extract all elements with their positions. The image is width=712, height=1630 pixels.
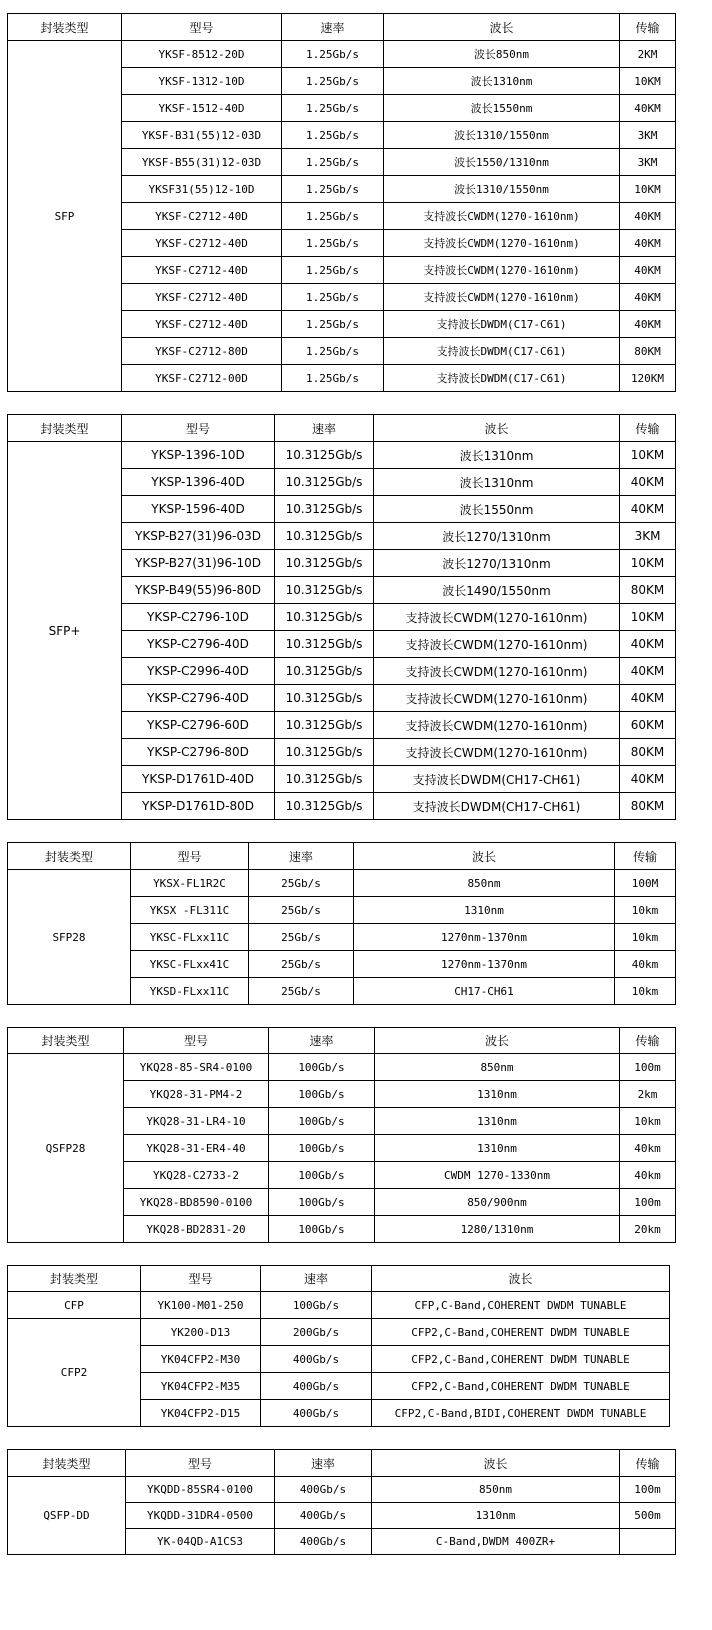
wavelength-cell: 波长1550/1310nm xyxy=(384,149,620,176)
rate-cell: 1.25Gb/s xyxy=(282,230,384,257)
rate-cell: 10.3125Gb/s xyxy=(275,739,374,766)
reach-cell: 10KM xyxy=(620,68,676,95)
package-type-cell: CFP xyxy=(8,1292,141,1319)
rate-cell: 10.3125Gb/s xyxy=(275,577,374,604)
reach-cell: 10km xyxy=(615,924,676,951)
wavelength-cell: 支持波长CWDM(1270-1610nm) xyxy=(384,230,620,257)
reach-cell: 500m xyxy=(620,1503,676,1529)
wavelength-cell: 1310nm xyxy=(375,1108,620,1135)
model-cell: YKSF-C2712-80D xyxy=(122,338,282,365)
reach-cell: 100m xyxy=(620,1477,676,1503)
wavelength-cell: 1270nm-1370nm xyxy=(354,951,615,978)
header-rate: 速率 xyxy=(249,843,354,870)
rate-cell: 400Gb/s xyxy=(275,1477,372,1503)
reach-cell: 10km xyxy=(615,978,676,1005)
reach-cell: 100m xyxy=(620,1189,676,1216)
header-rate: 速率 xyxy=(282,14,384,41)
model-cell: YKSF-C2712-40D xyxy=(122,230,282,257)
wavelength-cell: CFP2,C-Band,COHERENT DWDM TUNABLE xyxy=(372,1319,670,1346)
reach-cell: 2km xyxy=(620,1081,676,1108)
reach-cell: 10KM xyxy=(620,604,676,631)
reach-cell: 40km xyxy=(620,1162,676,1189)
table-row xyxy=(8,41,676,68)
header-wavelength: 波长 xyxy=(384,14,620,41)
header-reach: 传输 xyxy=(615,843,676,870)
model-cell: YKQ28-BD8590-0100 xyxy=(124,1189,269,1216)
wavelength-cell: 波长1550nm xyxy=(384,95,620,122)
table-row xyxy=(8,1292,670,1319)
model-cell: YKQ28-31-ER4-40 xyxy=(124,1135,269,1162)
package-type-cell: CFP2 xyxy=(8,1319,141,1427)
rate-cell: 100Gb/s xyxy=(269,1162,375,1189)
model-cell: YKSP-1596-40D xyxy=(122,496,275,523)
header-row xyxy=(8,843,676,870)
rate-cell: 25Gb/s xyxy=(249,870,354,897)
header-wavelength: 波长 xyxy=(354,843,615,870)
rate-cell: 1.25Gb/s xyxy=(282,284,384,311)
wavelength-cell: 850/900nm xyxy=(375,1189,620,1216)
header-model: 型号 xyxy=(126,1450,275,1477)
package-type-cell: SFP xyxy=(8,41,122,392)
model-cell: YKSF-C2712-00D xyxy=(122,365,282,392)
rate-cell: 1.25Gb/s xyxy=(282,257,384,284)
rate-cell: 1.25Gb/s xyxy=(282,176,384,203)
rate-cell: 1.25Gb/s xyxy=(282,41,384,68)
model-cell: YKSP-C2796-60D xyxy=(122,712,275,739)
wavelength-cell: 1270nm-1370nm xyxy=(354,924,615,951)
rate-cell: 1.25Gb/s xyxy=(282,68,384,95)
header-row xyxy=(8,1450,676,1477)
sfp28-table xyxy=(7,842,676,1005)
header-package: 封装类型 xyxy=(8,1450,126,1477)
model-cell: YK04CFP2-M30 xyxy=(141,1346,261,1373)
reach-cell: 40KM xyxy=(620,658,676,685)
model-cell: YKQ28-BD2831-20 xyxy=(124,1216,269,1243)
model-cell: YK100-M01-250 xyxy=(141,1292,261,1319)
model-cell: YKSF31(55)12-10D xyxy=(122,176,282,203)
model-cell: YKSP-C2796-40D xyxy=(122,631,275,658)
rate-cell: 1.25Gb/s xyxy=(282,365,384,392)
wavelength-cell: 波长1310/1550nm xyxy=(384,122,620,149)
rate-cell: 100Gb/s xyxy=(269,1189,375,1216)
reach-cell: 10KM xyxy=(620,442,676,469)
wavelength-cell: 支持波长DWDM(CH17-CH61) xyxy=(374,766,620,793)
rate-cell: 100Gb/s xyxy=(269,1054,375,1081)
reach-cell: 40KM xyxy=(620,469,676,496)
model-cell: YKSP-C2796-10D xyxy=(122,604,275,631)
rate-cell: 10.3125Gb/s xyxy=(275,550,374,577)
wavelength-cell: 支持波长CWDM(1270-1610nm) xyxy=(384,203,620,230)
reach-cell: 10KM xyxy=(620,550,676,577)
wavelength-cell: 1310nm xyxy=(354,897,615,924)
reach-cell: 80KM xyxy=(620,793,676,820)
rate-cell: 10.3125Gb/s xyxy=(275,793,374,820)
wavelength-cell: 支持波长CWDM(1270-1610nm) xyxy=(374,631,620,658)
rate-cell: 400Gb/s xyxy=(261,1400,372,1427)
header-row xyxy=(8,415,676,442)
reach-cell: 40km xyxy=(620,1135,676,1162)
reach-cell: 40KM xyxy=(620,496,676,523)
header-model: 型号 xyxy=(141,1266,261,1292)
rate-cell: 1.25Gb/s xyxy=(282,95,384,122)
wavelength-cell: 波长1550nm xyxy=(374,496,620,523)
header-package: 封装类型 xyxy=(8,14,122,41)
model-cell: YKSP-1396-10D xyxy=(122,442,275,469)
model-cell: YKQ28-C2733-2 xyxy=(124,1162,269,1189)
header-model: 型号 xyxy=(131,843,249,870)
reach-cell: 100m xyxy=(620,1054,676,1081)
package-type-cell: QSFP28 xyxy=(8,1054,124,1243)
header-model: 型号 xyxy=(124,1028,269,1054)
table-row xyxy=(8,1477,676,1503)
header-row xyxy=(8,1266,670,1292)
rate-cell: 25Gb/s xyxy=(249,951,354,978)
package-type-cell: SFP+ xyxy=(8,442,122,820)
model-cell: YKQ28-85-SR4-0100 xyxy=(124,1054,269,1081)
rate-cell: 10.3125Gb/s xyxy=(275,442,374,469)
wavelength-cell: 支持波长DWDM(C17-C61) xyxy=(384,338,620,365)
reach-cell: 80KM xyxy=(620,338,676,365)
wavelength-cell: CFP2,C-Band,COHERENT DWDM TUNABLE xyxy=(372,1346,670,1373)
wavelength-cell: 支持波长DWDM(C17-C61) xyxy=(384,365,620,392)
model-cell: YKSF-C2712-40D xyxy=(122,311,282,338)
model-cell: YKSP-B27(31)96-03D xyxy=(122,523,275,550)
reach-cell: 40KM xyxy=(620,685,676,712)
reach-cell: 60KM xyxy=(620,712,676,739)
reach-cell: 80KM xyxy=(620,739,676,766)
header-rate: 速率 xyxy=(261,1266,372,1292)
model-cell: YKSX-FL1R2C xyxy=(131,870,249,897)
model-cell: YKSP-B49(55)96-80D xyxy=(122,577,275,604)
package-type-cell: QSFP-DD xyxy=(8,1477,126,1555)
model-cell: YK-04QD-A1CS3 xyxy=(126,1529,275,1555)
wavelength-cell: CFP2,C-Band,BIDI,COHERENT DWDM TUNABLE xyxy=(372,1400,670,1427)
model-cell: YKSF-B31(55)12-03D xyxy=(122,122,282,149)
wavelength-cell: 波长1270/1310nm xyxy=(374,550,620,577)
model-cell: YKSP-B27(31)96-10D xyxy=(122,550,275,577)
header-model: 型号 xyxy=(122,415,275,442)
qsfp28-table xyxy=(7,1027,676,1243)
model-cell: YKQDD-85SR4-0100 xyxy=(126,1477,275,1503)
rate-cell: 100Gb/s xyxy=(269,1216,375,1243)
rate-cell: 400Gb/s xyxy=(275,1529,372,1555)
model-cell: YKSF-1312-10D xyxy=(122,68,282,95)
cfp-table xyxy=(7,1265,670,1427)
header-wavelength: 波长 xyxy=(372,1266,670,1292)
wavelength-cell: CH17-CH61 xyxy=(354,978,615,1005)
rate-cell: 400Gb/s xyxy=(275,1503,372,1529)
header-row xyxy=(8,1028,676,1054)
header-rate: 速率 xyxy=(275,415,374,442)
table-row xyxy=(8,1319,670,1346)
reach-cell: 40KM xyxy=(620,230,676,257)
model-cell: YKSP-C2796-80D xyxy=(122,739,275,766)
model-cell: YKSP-C2996-40D xyxy=(122,658,275,685)
model-cell: YKSF-B55(31)12-03D xyxy=(122,149,282,176)
wavelength-cell: 波长1310/1550nm xyxy=(384,176,620,203)
rate-cell: 1.25Gb/s xyxy=(282,338,384,365)
model-cell: YKSF-C2712-40D xyxy=(122,203,282,230)
wavelength-cell: CFP,C-Band,COHERENT DWDM TUNABLE xyxy=(372,1292,670,1319)
reach-cell: 2KM xyxy=(620,41,676,68)
wavelength-cell: 支持波长CWDM(1270-1610nm) xyxy=(374,712,620,739)
wavelength-cell: 支持波长CWDM(1270-1610nm) xyxy=(374,604,620,631)
header-model: 型号 xyxy=(122,14,282,41)
reach-cell: 40KM xyxy=(620,766,676,793)
wavelength-cell: 支持波长CWDM(1270-1610nm) xyxy=(374,658,620,685)
reach-cell: 3KM xyxy=(620,523,676,550)
model-cell: YK04CFP2-D15 xyxy=(141,1400,261,1427)
header-package: 封装类型 xyxy=(8,1028,124,1054)
reach-cell: 10km xyxy=(615,897,676,924)
model-cell: YKSX -FL311C xyxy=(131,897,249,924)
header-wavelength: 波长 xyxy=(374,415,620,442)
rate-cell: 25Gb/s xyxy=(249,978,354,1005)
wavelength-cell: 波长1490/1550nm xyxy=(374,577,620,604)
model-cell: YKSP-C2796-40D xyxy=(122,685,275,712)
rate-cell: 1.25Gb/s xyxy=(282,203,384,230)
reach-cell: 3KM xyxy=(620,149,676,176)
reach-cell: 100M xyxy=(615,870,676,897)
header-rate: 速率 xyxy=(269,1028,375,1054)
rate-cell: 100Gb/s xyxy=(269,1135,375,1162)
reach-cell: 40KM xyxy=(620,257,676,284)
header-reach: 传输 xyxy=(620,1450,676,1477)
reach-cell: 80KM xyxy=(620,577,676,604)
rate-cell: 1.25Gb/s xyxy=(282,122,384,149)
reach-cell: 40km xyxy=(615,951,676,978)
table-row xyxy=(8,1054,676,1081)
rate-cell: 400Gb/s xyxy=(261,1373,372,1400)
reach-cell: 20km xyxy=(620,1216,676,1243)
reach-cell: 10KM xyxy=(620,176,676,203)
wavelength-cell: 支持波长CWDM(1270-1610nm) xyxy=(384,257,620,284)
model-cell: YK200-D13 xyxy=(141,1319,261,1346)
wavelength-cell: 1280/1310nm xyxy=(375,1216,620,1243)
model-cell: YKSD-FLxx11C xyxy=(131,978,249,1005)
rate-cell: 1.25Gb/s xyxy=(282,149,384,176)
rate-cell: 10.3125Gb/s xyxy=(275,658,374,685)
model-cell: YK04CFP2-M35 xyxy=(141,1373,261,1400)
model-cell: YKSC-FLxx41C xyxy=(131,951,249,978)
wavelength-cell: 波长1310nm xyxy=(374,442,620,469)
header-wavelength: 波长 xyxy=(375,1028,620,1054)
wavelength-cell: 波长1270/1310nm xyxy=(374,523,620,550)
reach-cell xyxy=(620,1529,676,1555)
reach-cell: 120KM xyxy=(620,365,676,392)
rate-cell: 10.3125Gb/s xyxy=(275,631,374,658)
model-cell: YKSP-D1761D-40D xyxy=(122,766,275,793)
wavelength-cell: 1310nm xyxy=(372,1503,620,1529)
rate-cell: 10.3125Gb/s xyxy=(275,685,374,712)
header-package: 封装类型 xyxy=(8,415,122,442)
model-cell: YKSP-1396-40D xyxy=(122,469,275,496)
header-reach: 传输 xyxy=(620,1028,676,1054)
header-reach: 传输 xyxy=(620,14,676,41)
wavelength-cell: 支持波长CWDM(1270-1610nm) xyxy=(374,739,620,766)
wavelength-cell: 1310nm xyxy=(375,1081,620,1108)
rate-cell: 200Gb/s xyxy=(261,1319,372,1346)
model-cell: YKSF-8512-20D xyxy=(122,41,282,68)
rate-cell: 100Gb/s xyxy=(269,1081,375,1108)
package-type-cell: SFP28 xyxy=(8,870,131,1005)
model-cell: YKQDD-31DR4-0500 xyxy=(126,1503,275,1529)
wavelength-cell: CFP2,C-Band,COHERENT DWDM TUNABLE xyxy=(372,1373,670,1400)
wavelength-cell: 850nm xyxy=(372,1477,620,1503)
qsfp-dd-table xyxy=(7,1449,676,1555)
wavelength-cell: 支持波长CWDM(1270-1610nm) xyxy=(384,284,620,311)
model-cell: YKQ28-31-PM4-2 xyxy=(124,1081,269,1108)
reach-cell: 40KM xyxy=(620,631,676,658)
wavelength-cell: 850nm xyxy=(354,870,615,897)
wavelength-cell: 支持波长DWDM(C17-C61) xyxy=(384,311,620,338)
rate-cell: 25Gb/s xyxy=(249,897,354,924)
model-cell: YKQ28-31-LR4-10 xyxy=(124,1108,269,1135)
table-row xyxy=(8,442,676,469)
wavelength-cell: CWDM 1270-1330nm xyxy=(375,1162,620,1189)
rate-cell: 10.3125Gb/s xyxy=(275,712,374,739)
rate-cell: 1.25Gb/s xyxy=(282,311,384,338)
rate-cell: 10.3125Gb/s xyxy=(275,523,374,550)
wavelength-cell: 波长1310nm xyxy=(384,68,620,95)
reach-cell: 40KM xyxy=(620,311,676,338)
header-reach: 传输 xyxy=(620,415,676,442)
wavelength-cell: 波长1310nm xyxy=(374,469,620,496)
header-package: 封装类型 xyxy=(8,1266,141,1292)
header-rate: 速率 xyxy=(275,1450,372,1477)
model-cell: YKSF-1512-40D xyxy=(122,95,282,122)
reach-cell: 40KM xyxy=(620,203,676,230)
wavelength-cell: C-Band,DWDM 400ZR+ xyxy=(372,1529,620,1555)
rate-cell: 400Gb/s xyxy=(261,1346,372,1373)
model-cell: YKSF-C2712-40D xyxy=(122,284,282,311)
wavelength-cell: 850nm xyxy=(375,1054,620,1081)
sfp-table xyxy=(7,13,676,392)
model-cell: YKSC-FLxx11C xyxy=(131,924,249,951)
rate-cell: 25Gb/s xyxy=(249,924,354,951)
header-row xyxy=(8,14,676,41)
rate-cell: 10.3125Gb/s xyxy=(275,496,374,523)
sfp-plus-table xyxy=(7,414,676,820)
rate-cell: 10.3125Gb/s xyxy=(275,766,374,793)
wavelength-cell: 波长850nm xyxy=(384,41,620,68)
reach-cell: 40KM xyxy=(620,95,676,122)
reach-cell: 40KM xyxy=(620,284,676,311)
model-cell: YKSF-C2712-40D xyxy=(122,257,282,284)
wavelength-cell: 1310nm xyxy=(375,1135,620,1162)
model-cell: YKSP-D1761D-80D xyxy=(122,793,275,820)
header-package: 封装类型 xyxy=(8,843,131,870)
wavelength-cell: 支持波长CWDM(1270-1610nm) xyxy=(374,685,620,712)
table-row xyxy=(8,870,676,897)
header-wavelength: 波长 xyxy=(372,1450,620,1477)
rate-cell: 10.3125Gb/s xyxy=(275,604,374,631)
reach-cell: 3KM xyxy=(620,122,676,149)
wavelength-cell: 支持波长DWDM(CH17-CH61) xyxy=(374,793,620,820)
reach-cell: 10km xyxy=(620,1108,676,1135)
rate-cell: 100Gb/s xyxy=(269,1108,375,1135)
rate-cell: 100Gb/s xyxy=(261,1292,372,1319)
rate-cell: 10.3125Gb/s xyxy=(275,469,374,496)
